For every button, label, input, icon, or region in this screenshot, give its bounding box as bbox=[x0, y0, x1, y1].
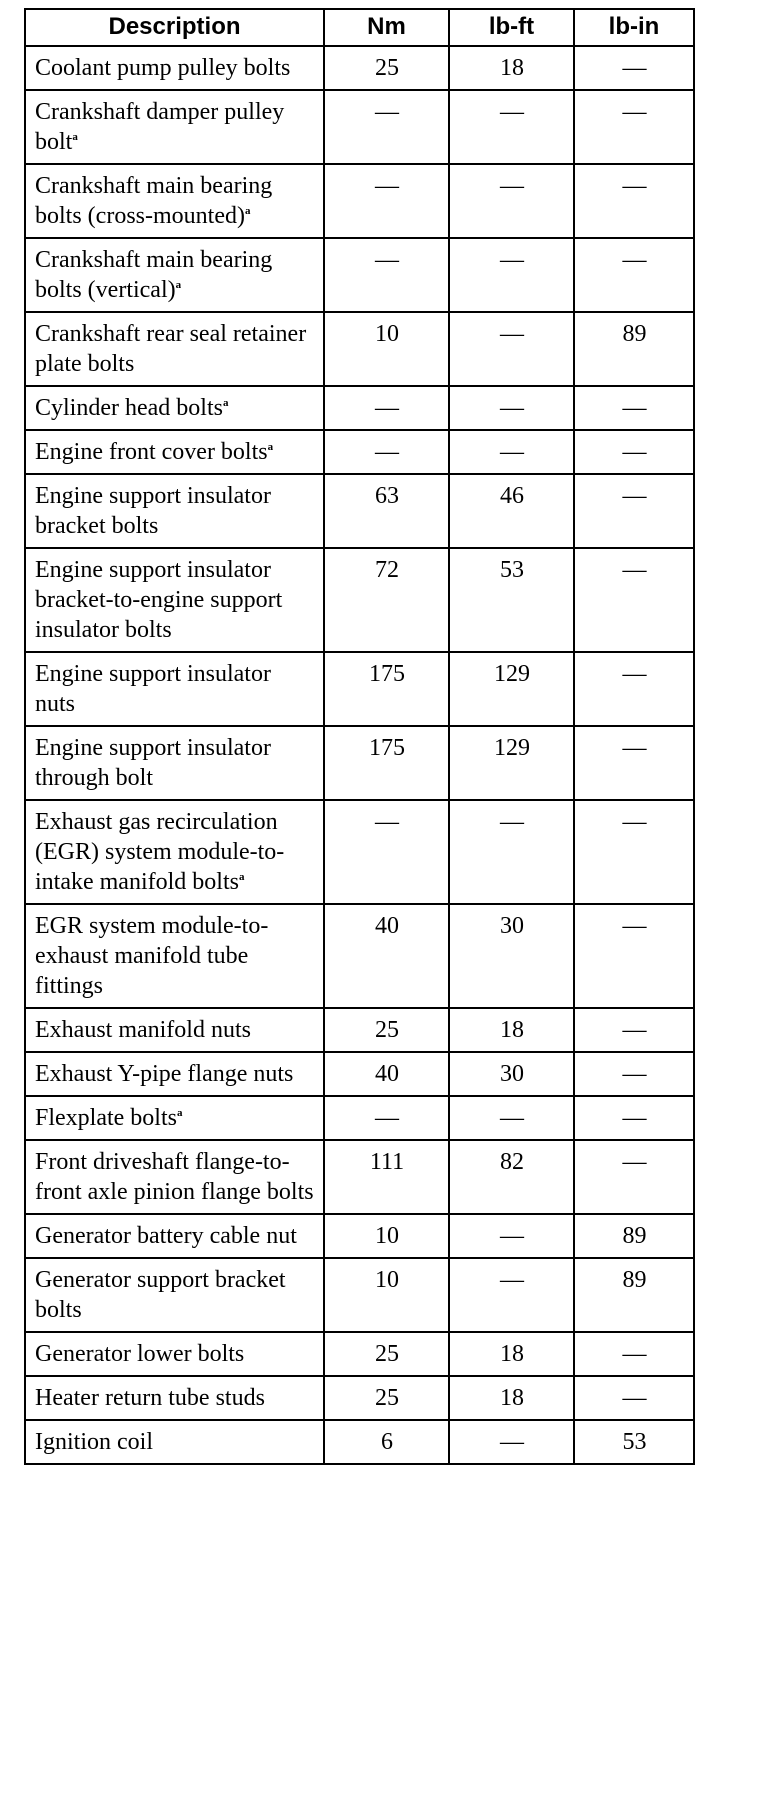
lbft-cell: 30 bbox=[449, 904, 574, 1008]
nm-cell: 25 bbox=[324, 1008, 449, 1052]
lbft-cell: 46 bbox=[449, 474, 574, 548]
table-row bbox=[25, 1258, 694, 1332]
lbin-cell: — bbox=[574, 548, 694, 652]
table-header-row bbox=[25, 9, 694, 46]
lbin-cell: — bbox=[574, 46, 694, 90]
lbin-cell: 53 bbox=[574, 1420, 694, 1464]
nm-cell: — bbox=[324, 90, 449, 164]
table-row bbox=[25, 1096, 694, 1140]
nm-cell: 111 bbox=[324, 1140, 449, 1214]
table-row bbox=[25, 1332, 694, 1376]
nm-cell: 72 bbox=[324, 548, 449, 652]
column-header-description: Description bbox=[25, 9, 324, 46]
table-row bbox=[25, 1376, 694, 1420]
description-cell: Generator battery cable nut bbox=[25, 1214, 324, 1258]
lbin-cell: — bbox=[574, 1096, 694, 1140]
table-row bbox=[25, 164, 694, 238]
torque-spec-table bbox=[24, 8, 695, 1465]
lbin-cell: — bbox=[574, 1376, 694, 1420]
table-row bbox=[25, 652, 694, 726]
table-row bbox=[25, 904, 694, 1008]
lbin-cell: 89 bbox=[574, 1258, 694, 1332]
nm-cell: 175 bbox=[324, 652, 449, 726]
table-row bbox=[25, 726, 694, 800]
lbft-cell: — bbox=[449, 164, 574, 238]
nm-cell: 10 bbox=[324, 1258, 449, 1332]
description-cell: Engine support insulator bracket bolts bbox=[25, 474, 324, 548]
description-cell: Crankshaft main bearing bolts (vertical)$^a$ bbox=[25, 238, 324, 312]
description-cell: Front driveshaft flange-to-front axle pinion flange bolts bbox=[25, 1140, 324, 1214]
nm-cell: 25 bbox=[324, 1376, 449, 1420]
description-cell: Engine front cover bolts$^a$ bbox=[25, 430, 324, 474]
nm-cell: 10 bbox=[324, 312, 449, 386]
table-row bbox=[25, 1214, 694, 1258]
lbft-cell: — bbox=[449, 312, 574, 386]
lbin-cell: — bbox=[574, 1332, 694, 1376]
lbin-cell: 89 bbox=[574, 312, 694, 386]
nm-cell: 6 bbox=[324, 1420, 449, 1464]
table-row bbox=[25, 1008, 694, 1052]
table-row bbox=[25, 1052, 694, 1096]
description-cell: Heater return tube studs bbox=[25, 1376, 324, 1420]
nm-cell: 40 bbox=[324, 1052, 449, 1096]
lbin-cell: 89 bbox=[574, 1214, 694, 1258]
description-cell: Crankshaft rear seal retainer plate bolts bbox=[25, 312, 324, 386]
table-row bbox=[25, 800, 694, 904]
lbft-cell: 82 bbox=[449, 1140, 574, 1214]
nm-cell: — bbox=[324, 164, 449, 238]
lbft-cell: — bbox=[449, 800, 574, 904]
lbft-cell: — bbox=[449, 1214, 574, 1258]
description-cell: Engine support insulator nuts bbox=[25, 652, 324, 726]
nm-cell: — bbox=[324, 1096, 449, 1140]
nm-cell: 25 bbox=[324, 46, 449, 90]
lbft-cell: 18 bbox=[449, 1332, 574, 1376]
description-cell: Flexplate bolts$^a$ bbox=[25, 1096, 324, 1140]
description-cell: Engine support insulator through bolt bbox=[25, 726, 324, 800]
description-cell: Ignition coil bbox=[25, 1420, 324, 1464]
nm-cell: 40 bbox=[324, 904, 449, 1008]
lbft-cell: 18 bbox=[449, 1008, 574, 1052]
lbft-cell: — bbox=[449, 1258, 574, 1332]
table-row bbox=[25, 312, 694, 386]
nm-cell: — bbox=[324, 238, 449, 312]
lbin-cell: — bbox=[574, 904, 694, 1008]
column-header-lbin: lb-in bbox=[574, 9, 694, 46]
nm-cell: 63 bbox=[324, 474, 449, 548]
nm-cell: 25 bbox=[324, 1332, 449, 1376]
table-row bbox=[25, 430, 694, 474]
table-row bbox=[25, 90, 694, 164]
table-row bbox=[25, 474, 694, 548]
table-row bbox=[25, 548, 694, 652]
nm-cell: — bbox=[324, 386, 449, 430]
lbin-cell: — bbox=[574, 1140, 694, 1214]
lbft-cell: — bbox=[449, 386, 574, 430]
description-cell: Exhaust Y-pipe flange nuts bbox=[25, 1052, 324, 1096]
lbft-cell: 129 bbox=[449, 652, 574, 726]
lbft-cell: — bbox=[449, 238, 574, 312]
table-body bbox=[25, 46, 694, 1464]
description-cell: Generator lower bolts bbox=[25, 1332, 324, 1376]
table-row bbox=[25, 1140, 694, 1214]
lbft-cell: — bbox=[449, 430, 574, 474]
lbin-cell: — bbox=[574, 652, 694, 726]
lbin-cell: — bbox=[574, 386, 694, 430]
nm-cell: 175 bbox=[324, 726, 449, 800]
nm-cell: 10 bbox=[324, 1214, 449, 1258]
lbft-cell: 129 bbox=[449, 726, 574, 800]
lbin-cell: — bbox=[574, 474, 694, 548]
lbin-cell: — bbox=[574, 1008, 694, 1052]
table-row bbox=[25, 386, 694, 430]
lbin-cell: — bbox=[574, 430, 694, 474]
column-header-lbft: lb-ft bbox=[449, 9, 574, 46]
description-cell: Exhaust manifold nuts bbox=[25, 1008, 324, 1052]
lbin-cell: — bbox=[574, 800, 694, 904]
description-cell: Cylinder head bolts$^a$ bbox=[25, 386, 324, 430]
column-header-nm: Nm bbox=[324, 9, 449, 46]
lbin-cell: — bbox=[574, 726, 694, 800]
lbft-cell: — bbox=[449, 1420, 574, 1464]
lbft-cell: — bbox=[449, 1096, 574, 1140]
description-cell: Crankshaft main bearing bolts (cross-mounted)$^a$ bbox=[25, 164, 324, 238]
description-cell: EGR system module-to-exhaust manifold tube fittings bbox=[25, 904, 324, 1008]
description-cell: Generator support bracket bolts bbox=[25, 1258, 324, 1332]
description-cell: Exhaust gas recirculation (EGR) system module-to-intake manifold bolts$^a$ bbox=[25, 800, 324, 904]
lbft-cell: 18 bbox=[449, 46, 574, 90]
description-cell: Crankshaft damper pulley bolt$^a$ bbox=[25, 90, 324, 164]
table-row bbox=[25, 238, 694, 312]
nm-cell: — bbox=[324, 430, 449, 474]
table-row bbox=[25, 1420, 694, 1464]
lbft-cell: 53 bbox=[449, 548, 574, 652]
lbft-cell: 18 bbox=[449, 1376, 574, 1420]
lbin-cell: — bbox=[574, 1052, 694, 1096]
lbin-cell: — bbox=[574, 164, 694, 238]
nm-cell: — bbox=[324, 800, 449, 904]
lbft-cell: — bbox=[449, 90, 574, 164]
lbft-cell: 30 bbox=[449, 1052, 574, 1096]
table-row bbox=[25, 46, 694, 90]
lbin-cell: — bbox=[574, 90, 694, 164]
lbin-cell: — bbox=[574, 238, 694, 312]
description-cell: Engine support insulator bracket-to-engine support insulator bolts bbox=[25, 548, 324, 652]
description-cell: Coolant pump pulley bolts bbox=[25, 46, 324, 90]
